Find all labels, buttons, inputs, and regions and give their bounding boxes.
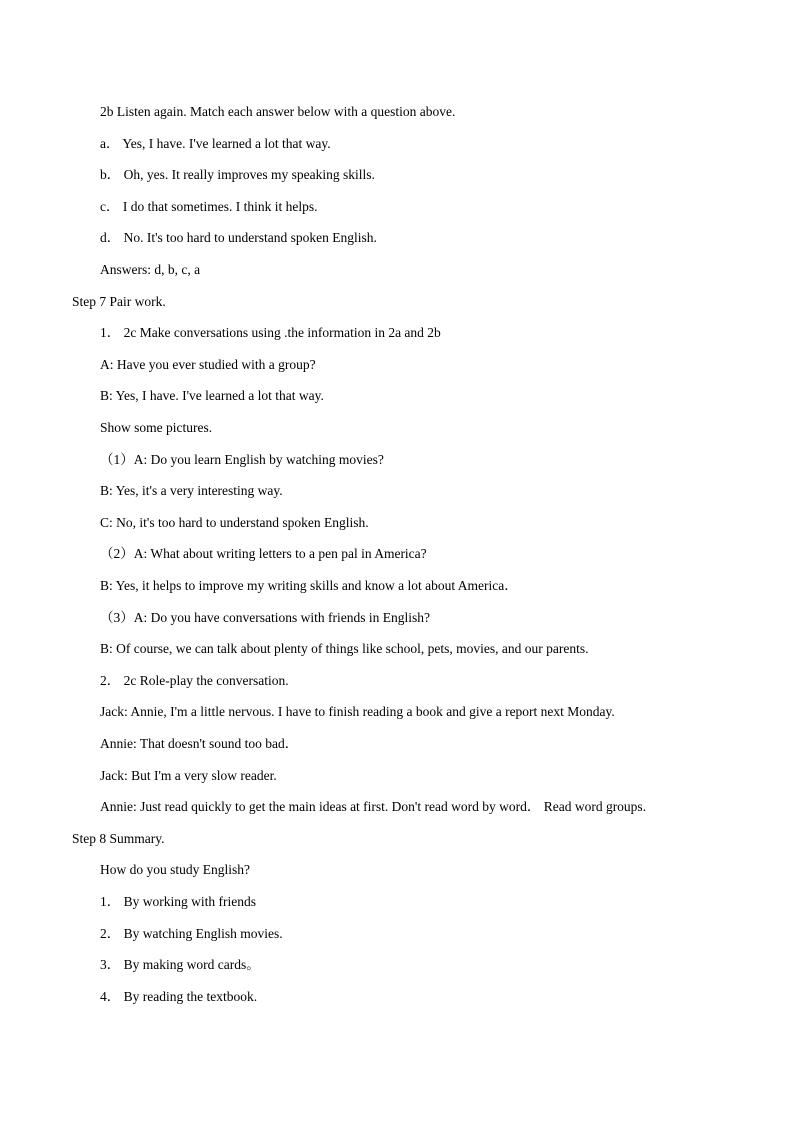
text-line: 2． By watching English movies. [100,925,283,941]
text-line: C: No, it's too hard to understand spoken English. [100,514,369,530]
text-line: B: Of course, we can talk about plenty of things like school, pets, movies, and our parents. [100,641,589,657]
text-line: （3）A: Do you have conversations with friends in English? [100,609,430,625]
text-line: （1）A: Do you learn English by watching movies? [100,451,384,467]
text-line: Answers: d, b, c, a [100,262,201,277]
text-line: Jack: But I'm a very slow reader. [100,767,277,783]
text-line: 1． 2c Make conversations using .the information in 2a and 2b [100,325,441,341]
text-line: 4． By reading the textbook. [100,988,258,1004]
step-heading: Step 8 Summary. [72,830,165,846]
text-line: B: Yes, it's a very interesting way. [100,483,283,499]
text-line: d． No. It's too hard to understand spoken English. [100,230,377,246]
text-line: A: Have you ever studied with a group? [100,356,316,372]
text-line: a． Yes, I have. I've learned a lot that way. [100,135,331,151]
step-heading: Step 7 Pair work. [72,293,166,309]
text-line: Annie: Just read quickly to get the main ideas at first. Don't read word by word． Read word groups. [100,799,647,815]
text-line: （2）A: What about writing letters to a pen pal in America? [100,546,427,562]
text-line: 2． 2c Role-play the conversation. [100,672,289,688]
text-line: 1． By working with friends [100,894,256,909]
text-line: 3． By making word cards。 [100,957,260,973]
text-line: B: Yes, I have. I've learned a lot that way. [100,388,324,404]
text-line: How do you study English? [100,862,250,878]
text-line: c． I do that sometimes. I think it helps. [100,198,318,214]
text-line: Show some pictures. [100,420,213,435]
text-line: B: Yes, it helps to improve my writing skills and know a lot about America． [100,578,518,593]
text-line: 2b Listen again. Match each answer below with a question above. [100,104,456,119]
text-line: Annie: That doesn't sound too bad． [100,736,299,751]
text-line: b． Oh, yes. It really improves my speaking skills. [100,167,375,183]
text-line: Jack: Annie, I'm a little nervous. I have to finish reading a book and give a report next Monday. [100,704,615,720]
